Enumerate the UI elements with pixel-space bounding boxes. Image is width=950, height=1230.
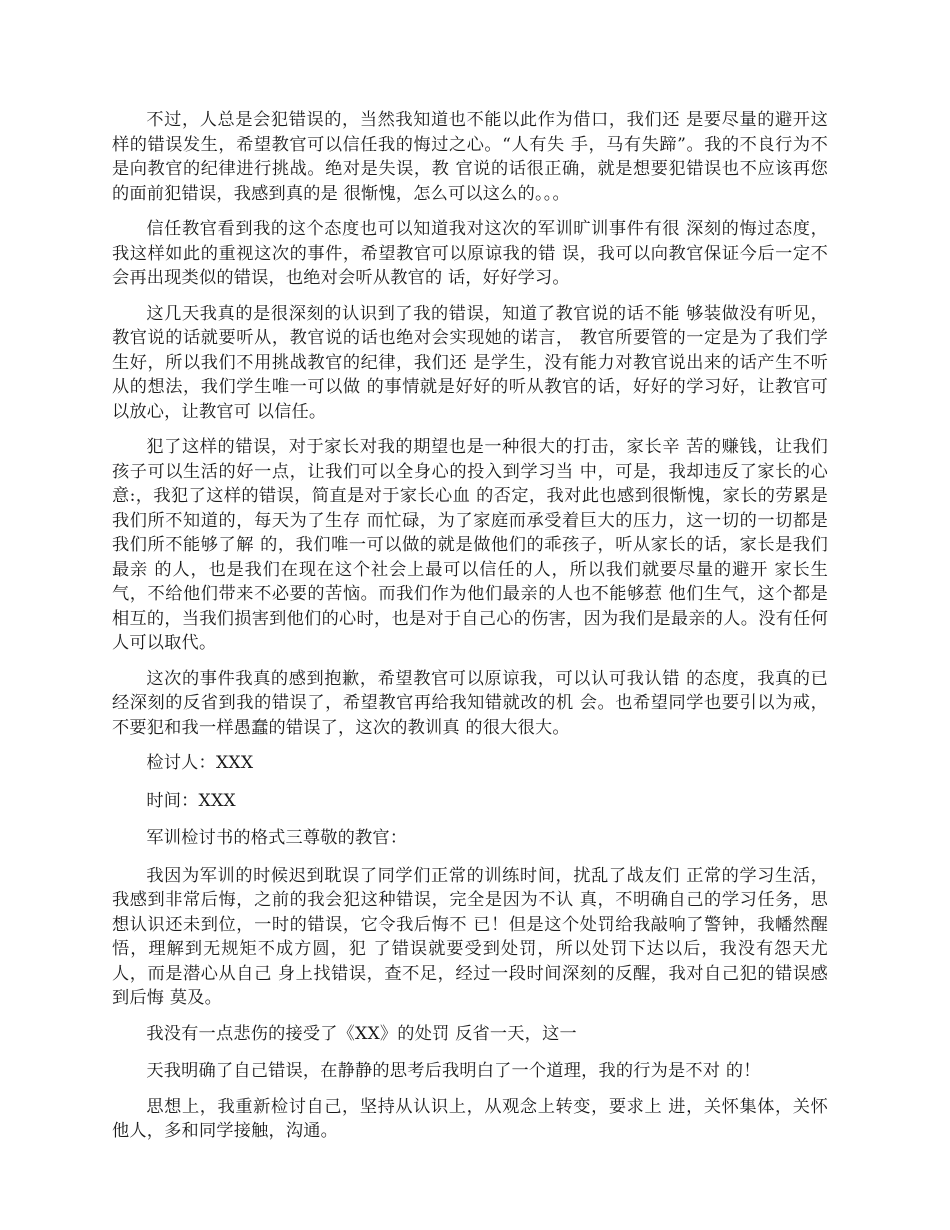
paragraph-late-training: 我因为军训的时候迟到耽误了同学们正常的训练时间，扰乱了战友们 正常的学习生活，我感到非常后悔，之前的我会犯这种错误，完全是因为不认 真，不明确自己的学习任务，思想认识还未到位，一时的错误，它令我后悔不 已！但是这个处罚给我敲响了警钟，我幡然醒悟，理解到无规矩不成方圆，犯 了错误就要受到处罚，所以处罚下达以后，我没有怨天尤人，而是潜心从自己 身上找错误，查不足，经过一段时间深刻的反醒，我对自己犯的错误感到后悔 莫及。 xyxy=(112,865,828,1008)
signature-reviewer: 检讨人：XXX xyxy=(146,753,254,773)
paragraph-realization: 天我明确了自己错误，在静静的思考后我明白了一个道理，我的行为是不对 的！ xyxy=(146,1061,761,1081)
document-body xyxy=(112,108,828,1155)
signature-date: 时间：XXX xyxy=(146,790,236,811)
paragraph-trust-instructor: 信任教官看到我的这个态度也可以知道我对这次的军训旷训事件有很 深刻的悔过态度，我这样如此的重视这次的事件，希望教官可以原谅我的错 误，我可以向教官保证今后一定不会再出现类似的错误，也绝对会听从教官的 话，好好学习。 xyxy=(112,219,828,288)
paragraph-apology-mistake: 不过，人总是会犯错误的，当然我知道也不能以此作为借口，我们还 是要尽量的避开这样的错误发生，希望教官可以信任我的悔过之心。“人有失 手，马有失蹄”。我的不良行为不是向教官的纪律进行挑战。绝对是失误，教 官说的话很正确，就是想要犯错误也不应该再您的面前犯错误，我感到真的是 很惭愧，怎么可以这么的。。。 xyxy=(112,110,828,204)
paragraph-sorry: 这次的事件我真的感到抱歉，希望教官可以原谅我，可以认可我认错 的态度，我真的已经深刻的反省到我的错误了，希望教官再给我知错就改的机 会。也希望同学也要引以为戒，不要犯和我一样愚蠢的错误了，这次的教训真 的很大很大。 xyxy=(112,668,828,738)
paragraph-punishment: 我没有一点悲伤的接受了《XX》的处罚 反省一天，这一 xyxy=(146,1023,577,1044)
section-heading-format-three: 军训检讨书的格式三尊敬的教官： xyxy=(146,828,408,848)
paragraph-thought-review: 思想上，我重新检讨自己，坚持从认识上，从观念上转变，要求上 进，关怀集体，关怀他人，多和同学接触，沟通。 xyxy=(112,1096,828,1141)
paragraph-deep-realization: 这几天我真的是很深刻的认识到了我的错误，知道了教官说的话不能 够装做没有听见，教官说的话就要听从，教官说的话也绝对会实现她的诺言， 教官所要管的一定是为了我们学生好，所以我们不用挑战教官的纪律，我们还 是学生，没有能力对教官说出来的话产生不听从的想法，我们学生唯一可以做 的事情就是好好的听从教官的话，好好的学习好，让教官可以放心，让教官可 以信任。 xyxy=(112,303,828,422)
paragraph-parents-expectation: 犯了这样的错误，对于家长对我的期望也是一种很大的打击，家长辛 苦的赚钱，让我们孩子可以生活的好一点，让我们可以全身心的投入到学习当 中，可是，我却违反了家长的心意:，我犯了这样的错误，简直是对于家长心血 的否定，我对此也感到很惭愧，家长的劳累是我们所不知道的，每天为了生存 而忙碌，为了家庭而承受着巨大的压力，这一切的一切都是我们所不能够了解 的，我们唯一可以做的就是做他们的乖孩子，听从家长的话，家长是我们最亲 的人，也是我们在现在这个社会上最可以信任的人，所以我们就要尽量的避开 家长生气，不给他们带来不必要的苦恼。而我们作为他们最亲的人也不能够惹 他们生气，这个都是相互的，当我们损害到他们的心时，也是对于自己心的伤害，因为我们是最亲的人。没有任何人可以取代。 xyxy=(112,437,828,653)
